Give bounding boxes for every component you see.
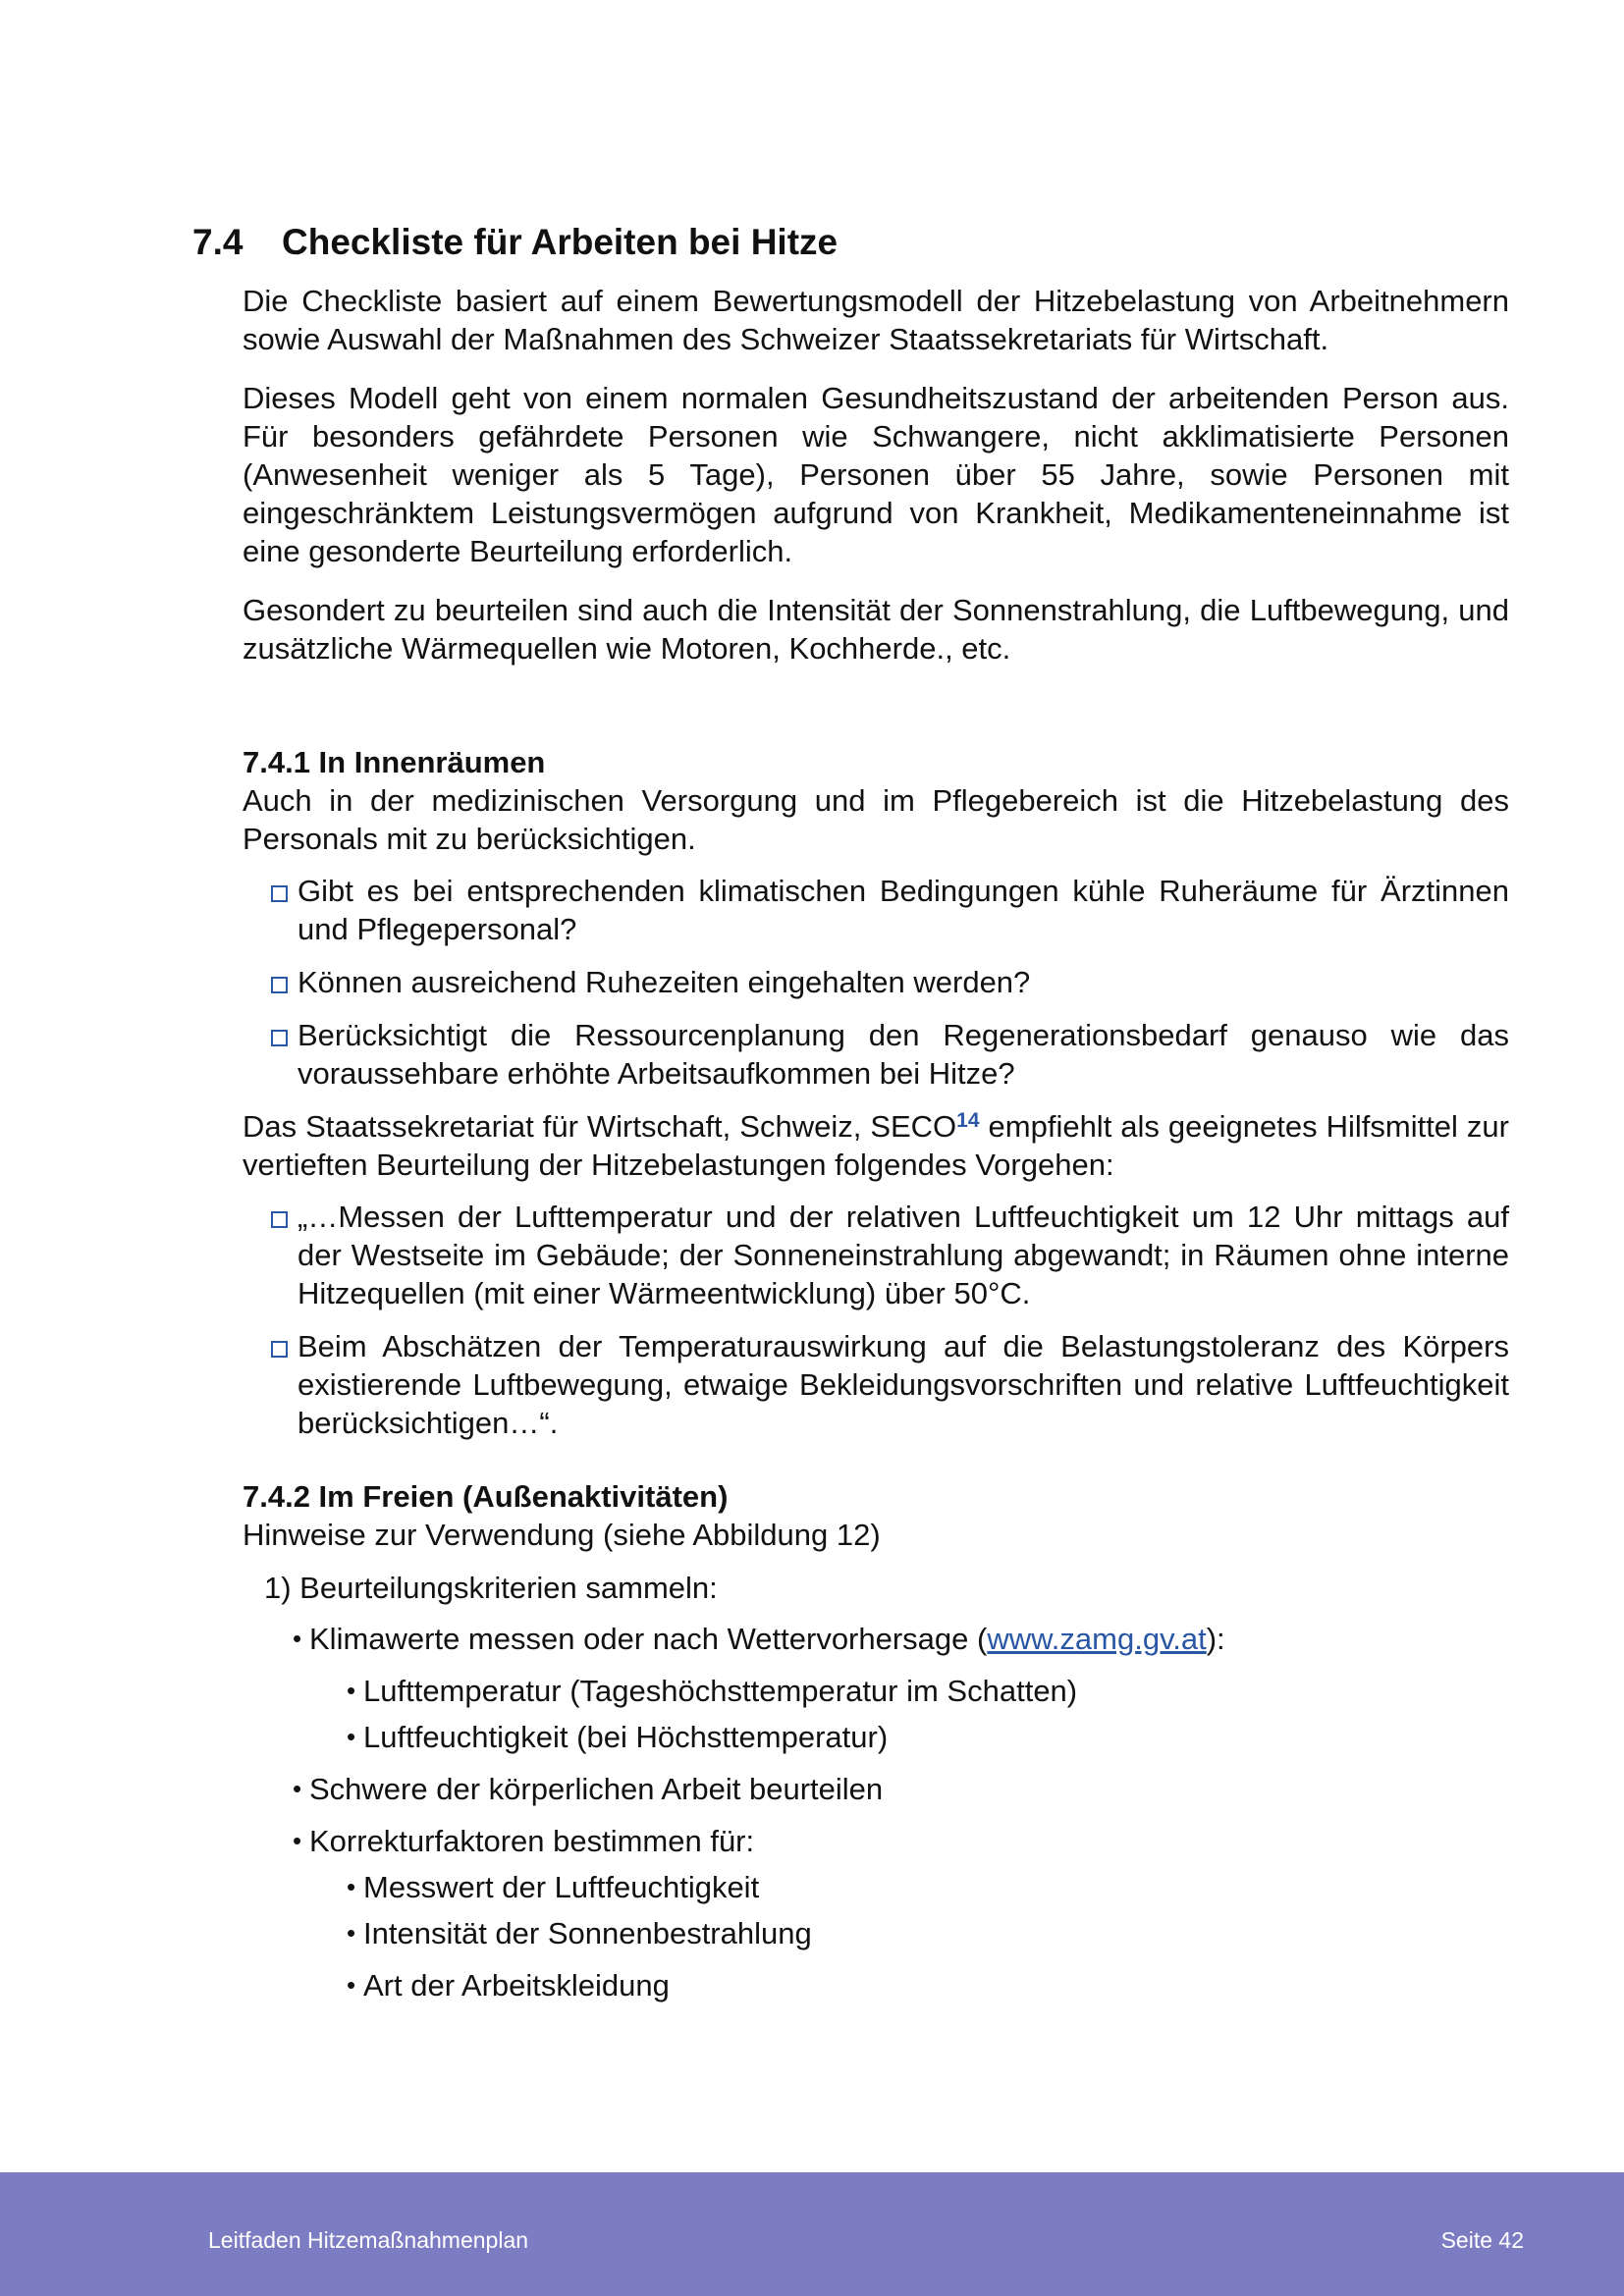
bullet-icon: • xyxy=(347,1722,356,1751)
list-item: • Schwere der körperlichen Arbeit beurteilen xyxy=(293,1772,884,1806)
footer-page-number: Seite 42 xyxy=(1440,2227,1524,2253)
list-item: • Korrekturfaktoren bestimmen für: xyxy=(293,1824,755,1858)
indoor-heading: 7.4.1 In Innenräumen xyxy=(243,745,546,779)
seco-paragraph: Das Staatssekretariat für Wirtschaft, Schweiz, SECO$^{14}$ empfiehlt als geeignetes Hilfsmittel zur vertieften Beurteilung der Hitzebelastungen folgendes Vorgehen: xyxy=(243,1109,1509,1182)
bullet-icon: • xyxy=(347,1872,356,1901)
indoor-paragraph: Auch in der medizinischen Versorgung und im Pflegebereich ist die Hitzebelastung des Personals mit zu berücksichtigen. xyxy=(243,783,1509,856)
checkbox-icon xyxy=(271,977,288,993)
step-1: 1) Beurteilungskriterien sammeln: xyxy=(264,1571,718,1605)
page-footer xyxy=(0,2172,1624,2296)
criteria-list xyxy=(243,1620,1509,2004)
list-item: • Luftfeuchtigkeit (bei Höchsttemperatur) xyxy=(347,1720,889,1754)
checkbox-icon xyxy=(271,1030,288,1046)
list-item: • Messwert der Luftfeuchtigkeit xyxy=(347,1870,760,1904)
checkbox-icon xyxy=(271,1211,288,1228)
list-item: • Intensität der Sonnenbestrahlung xyxy=(347,1916,812,1950)
intro-paragraph-2: Dieses Modell geht von einem normalen Gesundheitszustand der arbeitenden Person aus. Für besonders gefährdete Personen wie Schwangere, nicht akklimatisierte Personen (Anwesenheit weniger als 5 Tage), Personen über 55 Jahre, sowie Personen mit eingeschränktem Leistungsvermögen aufgrund von Krankheit, Medikamenteneinnahme ist eine gesonderte Beurteilung erforderlich. xyxy=(243,381,1509,568)
checkbox-icon xyxy=(271,1341,288,1358)
section-title: Checkliste für Arbeiten bei Hitze xyxy=(282,222,839,262)
bullet-icon: • xyxy=(293,1624,302,1653)
list-item: • Klimawerte messen oder nach Wettervorhersage (www.zamg.gv.at): xyxy=(293,1622,1225,1656)
section-number: 7.4 xyxy=(192,222,244,262)
checklist-item: Gibt es bei entsprechenden klimatischen Bedingungen kühle Ruheräume für Ärztinnen und Pflegepersonal? xyxy=(243,872,1509,948)
bullet-icon: • xyxy=(347,1676,356,1705)
zamg-link[interactable]: www.zamg.gv.at xyxy=(987,1622,1207,1656)
bullet-icon: • xyxy=(347,1918,356,1948)
footnote-marker[interactable]: 14 xyxy=(956,1109,980,1132)
outdoor-hint: Hinweise zur Verwendung (siehe Abbildung 12) xyxy=(243,1518,881,1552)
seco-checklist xyxy=(243,1198,1509,1442)
intro-paragraph-3: Gesondert zu beurteilen sind auch die Intensität der Sonnenstrahlung, die Luftbewegung, und zusätzliche Wärmequellen wie Motoren, Kochherde., etc. xyxy=(243,593,1509,666)
list-item: • Art der Arbeitskleidung xyxy=(347,1968,670,2002)
checklist-item: „…Messen der Lufttemperatur und der relativen Luftfeuchtigkeit um 12 Uhr mittags auf der Westseite im Gebäude; der Sonneneinstrahlung abgewandt; in Räumen ohne interne Hitzequellen (mit einer Wärmeentwicklung) über 50°C. xyxy=(243,1198,1509,1312)
section-heading xyxy=(192,222,838,263)
indoor-checklist xyxy=(243,872,1509,1093)
intro-paragraph-1: Die Checkliste basiert auf einem Bewertungsmodell der Hitzebelastung von Arbeitnehmern sowie Auswahl der Maßnahmen des Schweizer Staatssekretariats für Wirtschaft. xyxy=(243,284,1509,356)
checklist-item: Können ausreichend Ruhezeiten eingehalten werden? xyxy=(243,963,1509,1001)
bullet-icon: • xyxy=(347,1970,356,2000)
list-item: • Lufttemperatur (Tageshöchsttemperatur im Schatten) xyxy=(347,1674,1078,1708)
bullet-icon: • xyxy=(293,1774,302,1803)
outdoor-heading: 7.4.2 Im Freien (Außenaktivitäten) xyxy=(243,1479,729,1514)
bullet-icon: • xyxy=(293,1826,302,1855)
checklist-item: Beim Abschätzen der Temperaturauswirkung auf die Belastungstoleranz des Körpers existierende Luftbewegung, etwaige Bekleidungsvorschriften und relative Luftfeuchtigkeit berücksichtigen…“. xyxy=(243,1327,1509,1442)
footer-document-title: Leitfaden Hitzemaßnahmenplan xyxy=(208,2227,529,2253)
main-content xyxy=(243,282,1509,2012)
checklist-item: Berücksichtigt die Ressourcenplanung den Regenerationsbedarf genauso wie das voraussehbare erhöhte Arbeitsaufkommen bei Hitze? xyxy=(243,1016,1509,1093)
checkbox-icon xyxy=(271,885,288,902)
